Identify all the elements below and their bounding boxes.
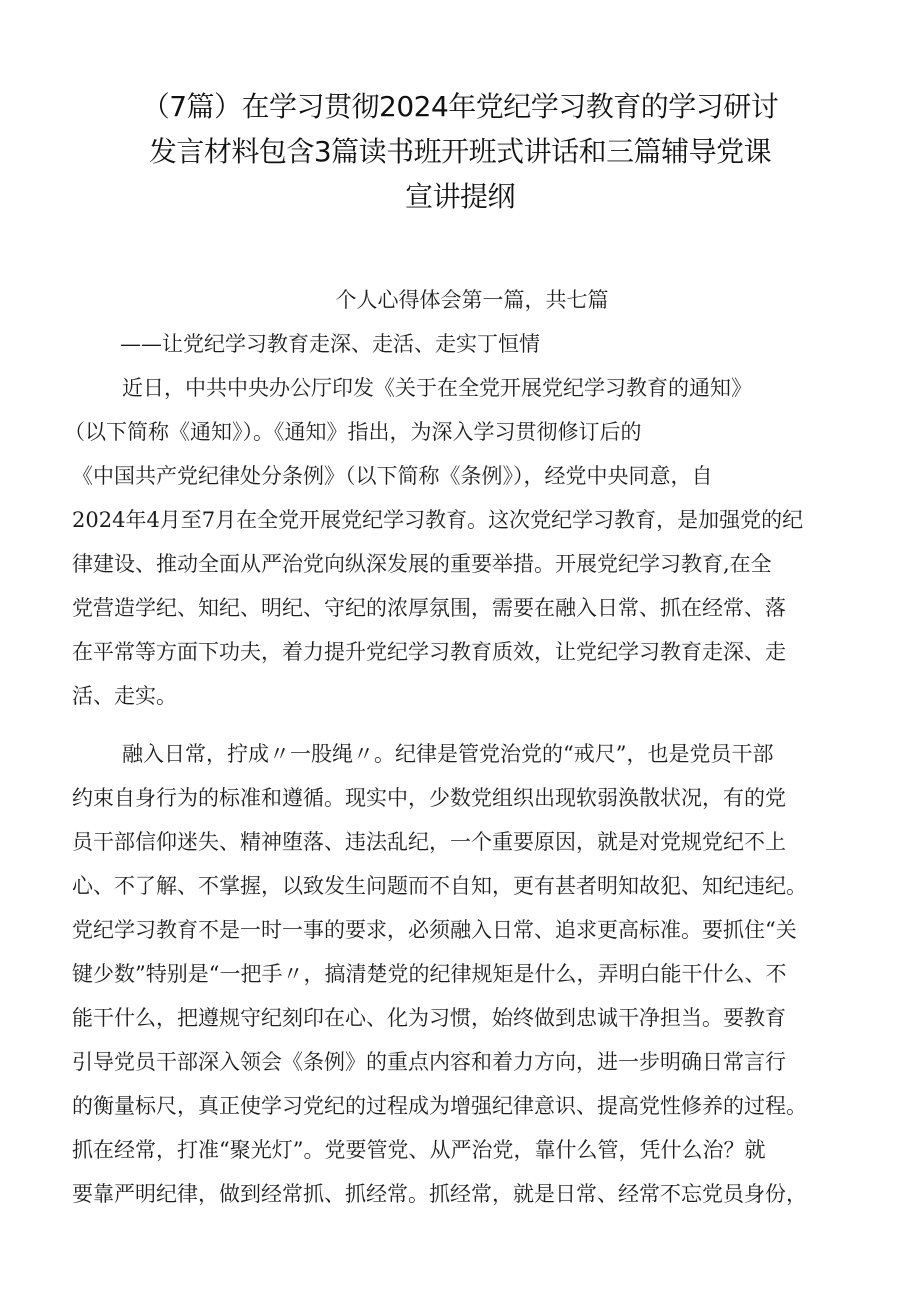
- paragraph-line: 员干部信仰迷失、精神堕落、违法乱纪，一个重要原因，就是对党规党纪不上: [72, 830, 786, 854]
- paragraph-line: 近日，中共中央办公厅印发《关于在全党开展党纪学习教育的通知》: [122, 376, 752, 400]
- paragraph-line: 2024年4月至7月在全党开展党纪学习教育。这次党纪学习教育，是加强党的纪: [72, 508, 804, 532]
- paragraph-line: 心、不了解、不掌握，以致发生问题而不自知，更有甚者明知故犯、知纪违纪。: [72, 874, 807, 898]
- paragraph-line: 的衡量标尺，真正使学习党纪的过程成为增强纪律意识、提高党性修养的过程。: [72, 1094, 807, 1118]
- paragraph-line: 党纪学习教育不是一时一事的要求，必须融入日常、追求更高标准。要抓住“关: [72, 918, 797, 942]
- paragraph-line: 引导党员干部深入领会《条例》的重点内容和着力方向，进一步明确日常言行: [72, 1050, 786, 1074]
- document-body: [64, 278, 872, 1216]
- section-subtitle: 个人心得体会第一篇，共七篇: [335, 288, 609, 312]
- paragraph-line: 《中国共产党纪律处分条例》（以下简称《条例》），经党中央同意，自: [72, 464, 713, 488]
- paragraph-line: 党营造学纪、知纪、明纪、守纪的浓厚氛围，需要在融入日常、抓在经常、落: [72, 596, 786, 620]
- paragraph-line: 融入日常，拧成〃一股绳〃。纪律是管党治党的“戒尺”，也是党员干部: [122, 742, 774, 766]
- paragraph-1: [64, 366, 872, 718]
- title-line: （7篇）在学习贯彻2024年党纪学习教育的学习研讨: [141, 90, 779, 123]
- paragraph-line: 要靠严明纪律，做到经常抓、抓经常。抓经常，就是日常、经常不忘党员身份，: [72, 1182, 807, 1206]
- byline: ——让党纪学习教育走深、走活、走实丁恒情: [120, 332, 540, 356]
- paragraph-line: 抓在经常，打准“聚光灯”。党要管党、从严治党，靠什么管，凭什么治？就: [72, 1138, 766, 1162]
- paragraph-line: 能干什么，把遵规守纪刻印在心、化为习惯，始终做到忠诚干净担当。要教育: [72, 1006, 786, 1030]
- paragraph-line: 键少数”特别是“一把手〃，搞清楚党的纪律规矩是什么，弄明白能干什么、不: [72, 962, 787, 986]
- title-line: 宣讲提纲: [404, 180, 515, 213]
- paragraph-line: （以下简称《通知》）。《通知》指出，为深入学习贯彻修订后的: [64, 420, 642, 444]
- paragraph-2: [72, 732, 872, 1216]
- paragraph-line: 在平常等方面下功夫，着力提升党纪学习教育质效，让党纪学习教育走深、走: [72, 640, 786, 664]
- document-title: [110, 84, 810, 219]
- paragraph-line: 律建设、推动全面从严治党向纵深发展的重要举措。开展党纪学习教育,在全: [72, 552, 772, 576]
- paragraph-line: 约束自身行为的标准和遵循。现实中，少数党组织出现软弱涣散状况，有的党: [72, 786, 786, 810]
- paragraph-line: 活、走实。: [72, 684, 177, 708]
- title-line: 发言材料包含3篇读书班开班式讲话和三篇辅导党课: [148, 135, 772, 168]
- paragraph-gap: [72, 718, 872, 732]
